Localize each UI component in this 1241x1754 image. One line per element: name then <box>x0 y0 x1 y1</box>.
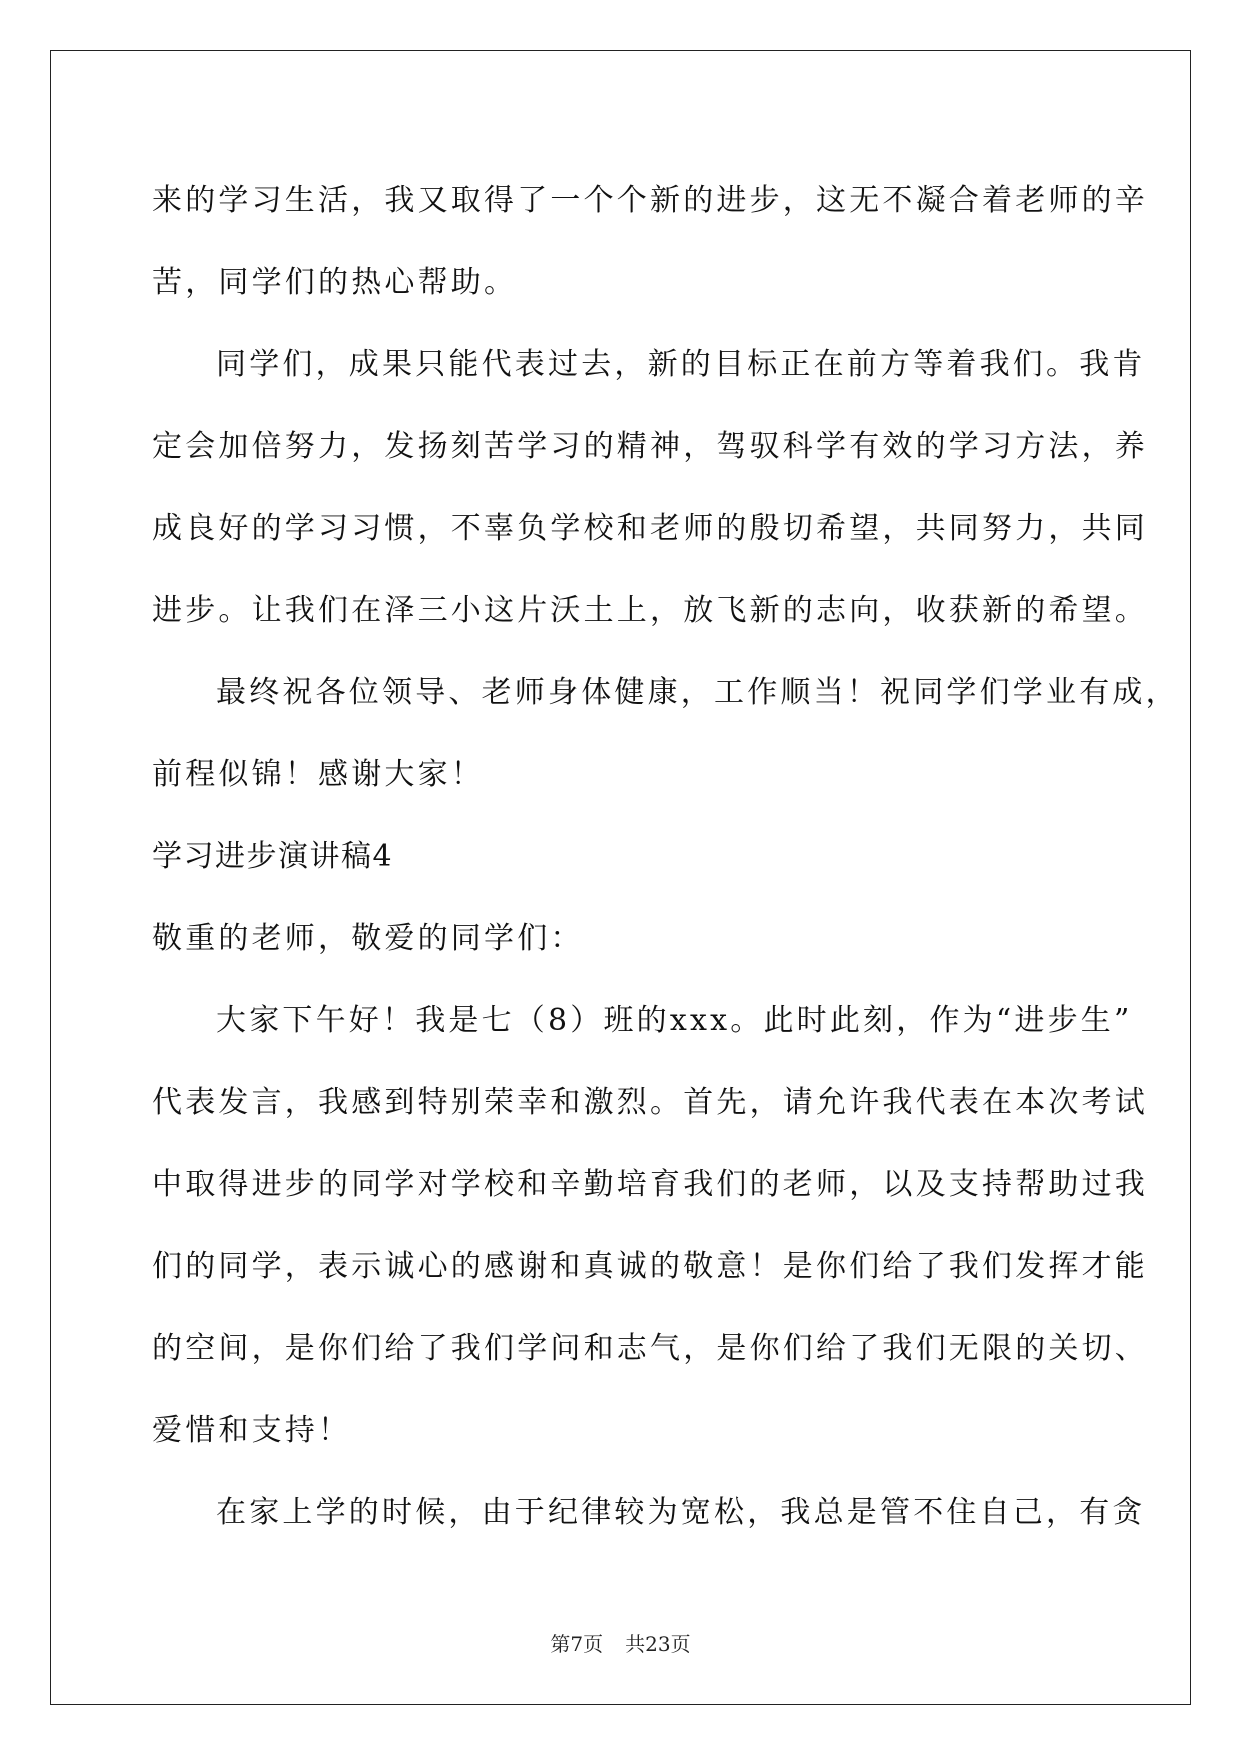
section-heading: 学习进步演讲稿4 <box>152 839 394 874</box>
page-footer <box>0 1628 1241 1657</box>
text-line: 中取得进步的同学对学校和辛勤培育我们的老师，以及支持帮助过我 <box>152 1167 1148 1202</box>
text-line: 进步。让我们在泽三小这片沃土上，放飞新的志向，收获新的希望。 <box>152 593 1148 628</box>
document-body <box>152 160 1179 1554</box>
text-line: 代表发言，我感到特别荣幸和激烈。首先，请允许我代表在本次考试 <box>152 1085 1148 1120</box>
salutation-line: 敬重的老师，敬爱的同学们： <box>152 921 584 956</box>
page-total: 共23页 <box>625 1632 691 1656</box>
paragraph-start-line: 在家上学的时候，由于纪律较为宽松，我总是管不住自己，有贪 <box>216 1495 1146 1530</box>
text-line: 的空间，是你们给了我们学问和志气，是你们给了我们无限的关切、 <box>152 1331 1148 1366</box>
paragraph-start-line: 最终祝各位领导、老师身体健康，工作顺当！祝同学们学业有成， <box>216 675 1179 710</box>
text-line: 前程似锦！感谢大家！ <box>152 757 484 792</box>
text-line: 来的学习生活，我又取得了一个个新的进步，这无不凝合着老师的辛 <box>152 183 1148 218</box>
page-number: 第7页 <box>550 1632 604 1656</box>
text-line: 爱惜和支持！ <box>152 1413 352 1448</box>
text-line: 成良好的学习习惯，不辜负学校和老师的殷切希望，共同努力，共同 <box>152 511 1148 546</box>
paragraph-start-line: 同学们，成果只能代表过去，新的目标正在前方等着我们。我肯 <box>216 347 1146 382</box>
text-line: 们的同学，表示诚心的感谢和真诚的敬意！是你们给了我们发挥才能 <box>152 1249 1148 1284</box>
text-line: 定会加倍努力，发扬刻苦学习的精神，驾驭科学有效的学习方法，养 <box>152 429 1148 464</box>
text-line: 苦，同学们的热心帮助。 <box>152 265 518 300</box>
paragraph-start-line: 大家下午好！我是七（8）班的xxx。此时此刻，作为“进步生” <box>216 1003 1133 1038</box>
